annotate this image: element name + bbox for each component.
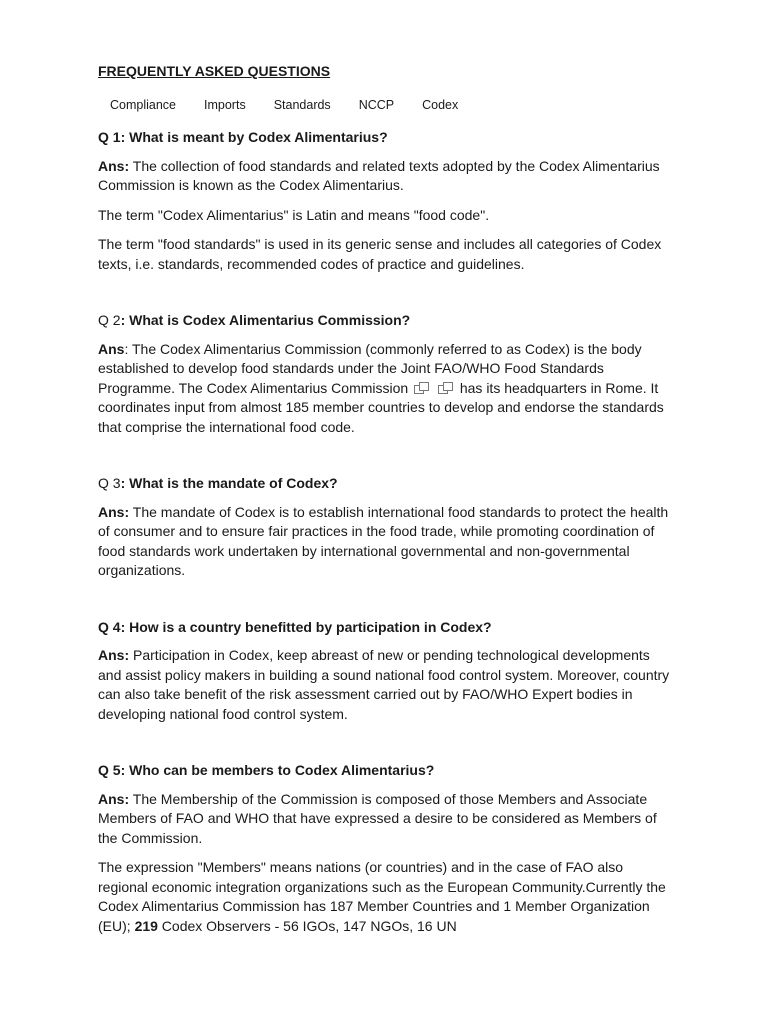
answer-1-paragraph-3: The term "food standards" is used in its generic sense and includes all categories of Codex texts, i.e. standards, recommended codes of practice and guidelines. xyxy=(98,236,662,272)
question-3-text: : What is the mandate of Codex? xyxy=(120,475,338,491)
answer-2-text-a: : The Codex Alimentarius Commission (commonly referred to as Codex) is the body established to develop food standards under the Joint FAO/WHO Food Standards Programme. The Codex Alimentarius Commission xyxy=(98,340,642,396)
answer-1-text: The collection of food standards and related texts adopted by the Codex Alimentarius Commission is known as the Codex Alimentarius. xyxy=(98,157,660,193)
question-2-text: : What is Codex Alimentarius Commission? xyxy=(120,312,411,328)
ans-label: Ans: xyxy=(98,790,130,807)
answer-5-p2-text-b: Codex Observers - 56 IGOs, 147 NGOs, 16 UN xyxy=(157,917,457,934)
answer-1-paragraph-2: The term "Codex Alimentarius" is Latin and means "food code". xyxy=(98,206,490,223)
ans-label: Ans xyxy=(98,340,125,357)
observer-count: 219 xyxy=(134,917,158,934)
answer-4 xyxy=(98,646,671,724)
nav-link-imports[interactable]: Imports xyxy=(204,98,246,112)
nav-link-compliance[interactable]: Compliance xyxy=(110,98,177,112)
question-5: Q 5: Who can be members to Codex Alimentarius? xyxy=(98,762,435,778)
nav-link-standards[interactable]: Standards xyxy=(273,98,331,112)
answer-2 xyxy=(98,340,671,438)
answer-5-paragraph-2 xyxy=(98,858,671,936)
question-3-number: Q 3 xyxy=(98,475,121,491)
nav-link-nccp[interactable]: NCCP xyxy=(358,98,395,112)
answer-4-text: Participation in Codex, keep abreast of new or pending technological developments and assist policy makers in building a sound national food control system. Moreover, country can also take benefit of the risk assessment carried out by FAO/WHO Expert bodies in developing national food control system. xyxy=(98,647,670,722)
question-3 xyxy=(98,474,671,494)
answer-2-text-b: has its headquarters in Rome. It coordinates input from almost 185 member countries to develop and endorse the standards that comprise the international food code. xyxy=(98,379,664,435)
copy-icon xyxy=(414,382,430,394)
question-4: Q 4: How is a country benefitted by participation in Codex? xyxy=(98,618,492,635)
top-nav xyxy=(110,98,458,112)
answer-5 xyxy=(98,790,671,849)
faq-content xyxy=(98,128,671,946)
page-title: FREQUENTLY ASKED QUESTIONS xyxy=(98,63,331,79)
ans-label: Ans: xyxy=(98,647,130,663)
question-2-number: Q 2 xyxy=(98,312,121,328)
copy-icon xyxy=(438,382,454,394)
question-1: Q 1: What is meant by Codex Alimentarius? xyxy=(98,129,388,145)
ans-label: Ans: xyxy=(98,503,130,520)
answer-3 xyxy=(98,503,671,581)
question-2 xyxy=(98,311,671,331)
answer-3-text: The mandate of Codex is to establish international food standards to protect the health of consumer and to ensure fair practices in the food trade, while promoting coordination of food standards work undertaken by international governmental and non-governmental organizations. xyxy=(98,503,669,578)
answer-1 xyxy=(98,157,671,196)
nav-link-codex[interactable]: Codex xyxy=(422,98,459,112)
ans-label: Ans: xyxy=(98,157,130,174)
answer-5-p2-text-a: The expression "Members" means nations (or countries) and in the case of FAO also regional economic integration organizations such as the European Community.Currently the Codex Alimentarius Commission has 187 Member Countries and 1 Member Organization (EU); xyxy=(98,859,666,934)
answer-5-text: The Membership of the Commission is composed of those Members and Associate Members of FAO and WHO that have expressed a desire to be considered as Members of the Commission. xyxy=(98,790,657,846)
